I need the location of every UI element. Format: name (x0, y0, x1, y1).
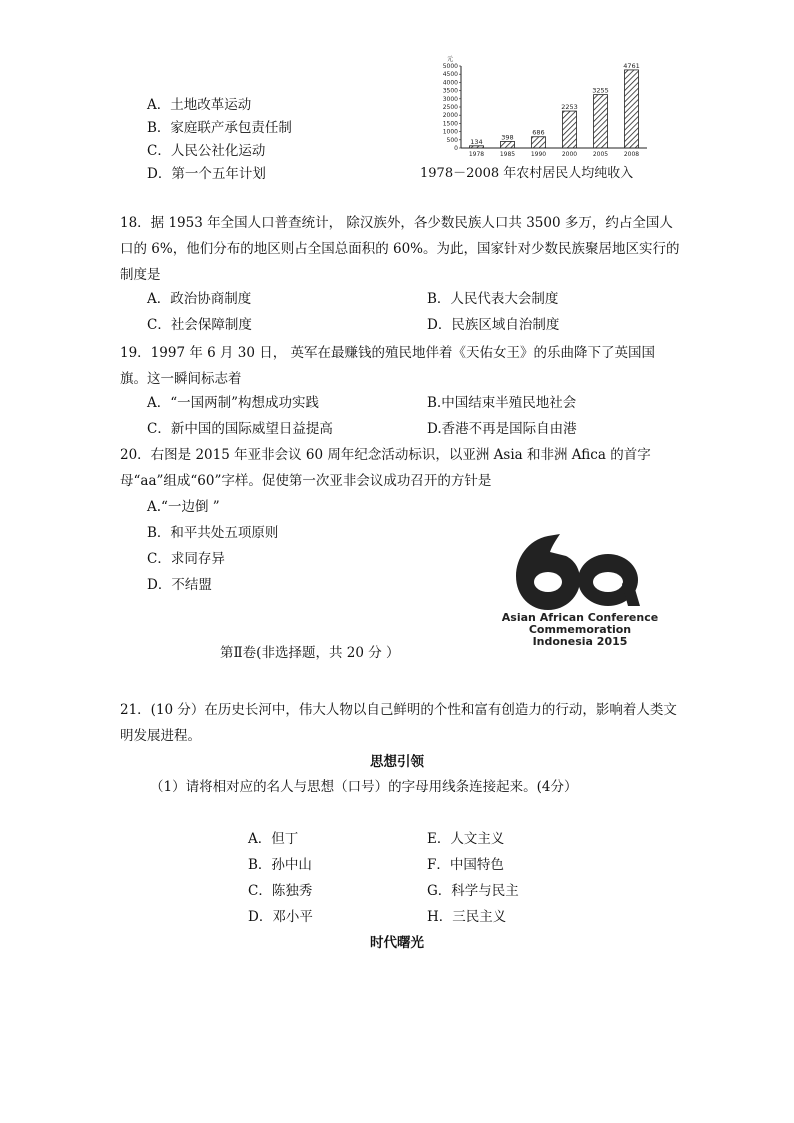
x-tick-label: 2008 (623, 151, 640, 158)
q17-option-b: B．家庭联产承包责任制 (147, 120, 292, 136)
q18-option-c: C．社会保障制度 (147, 317, 252, 333)
q19-option-b: B.中国结束半殖民地社会 (427, 395, 577, 411)
y-tick-label: 0 (454, 145, 458, 152)
q21-sub1: （1）请将相对应的名人与思想（口号）的字母用线条连接起来。(4分） (150, 779, 578, 795)
q18-stem: 18．据 1953 年全国人口普查统计， 除汉族外，各少数民族人口共 3500 多万，约占全国人口的 6%，他们分布的地区则占全国总面积的 60%。为此，国家针对少数民族聚居地区实行的制度是 (120, 215, 680, 283)
bar-value-label: 4761 (623, 61, 640, 70)
y-tick-label: 4000 (442, 79, 458, 87)
bar-value-label: 686 (532, 128, 545, 137)
y-tick-label: 500 (446, 136, 458, 144)
y-tick-label: 2000 (442, 112, 458, 120)
q19-option-a: A．“一国两制”构想成功实践 (147, 395, 320, 411)
y-tick-label: 2500 (442, 104, 458, 111)
q21-right-g: G．科学与民主 (427, 883, 519, 899)
x-tick-label: 1978 (468, 151, 485, 158)
logo-line-2: Commemoration (528, 623, 632, 636)
bar-2005 (594, 95, 608, 148)
q21-stem: 21．(10 分）在历史长河中，伟大人物以自己鲜明的个性和富有创造力的行动，影响着人类文明发展进程。 (120, 702, 677, 744)
y-tick-label: 3500 (442, 87, 458, 95)
bar-value-label: 3255 (592, 86, 609, 95)
q20-option-c: C．求同存异 (147, 551, 225, 567)
q21-right-h: H．三民主义 (427, 909, 507, 925)
section-title-era: 时代曙光 (370, 935, 424, 951)
y-tick-label: 3000 (442, 95, 458, 103)
bar-2000 (563, 111, 577, 148)
section-title-thought: 思想引领 (370, 754, 424, 770)
q18-option-d: D．民族区域自治制度 (427, 317, 560, 333)
bar-value-label: 2253 (561, 103, 578, 112)
bar-value-label: 134 (470, 137, 483, 146)
q21-right-f: F．中国特色 (427, 857, 504, 873)
logo-line-3: Indonesia 2015 (532, 635, 628, 648)
chart-caption: 1978－2008 年农村居民人均纯收入 (420, 166, 634, 181)
x-tick-label: 1990 (530, 151, 547, 158)
q20-stem: 20．右图是 2015 年亚非会议 60 周年纪念活动标识，以亚洲 Asia 和非洲 Afica 的首字母“aa”组成“60”字样。促使第一次亚非会议成功召开的方针是 (120, 447, 651, 489)
bar-1985 (501, 141, 515, 148)
q17-option-c: C．人民公社化运动 (147, 143, 266, 159)
q18-option-b: B．人民代表大会制度 (427, 291, 559, 307)
y-tick-label: 4500 (442, 71, 458, 79)
q19-stem: 19．1997 年 6 月 30 日， 英军在最赚钱的殖民地伴着《天佑女王》的乐曲降下了英国国旗。这一瞬间标志着 (120, 345, 656, 387)
bar-value-label: 398 (501, 133, 514, 142)
y-tick-label: 1500 (442, 120, 458, 128)
y-tick-label: 1000 (442, 128, 458, 136)
asian-african-conference-logo (490, 522, 670, 652)
q20-option-d: D．不结盟 (147, 577, 212, 593)
y-tick-label: 5000 (442, 63, 458, 70)
q18-option-a: A．政治协商制度 (147, 291, 252, 307)
chart-y-unit: 元 (447, 56, 454, 63)
logo-line-1: Asian African Conference (501, 611, 659, 624)
x-tick-label: 2005 (592, 151, 609, 158)
q21-right-e: E．人文主义 (427, 831, 505, 847)
income-bar-chart (425, 52, 665, 162)
q19-option-c: C．新中国的国际威望日益提高 (147, 421, 333, 437)
q17-option-a: A．土地改革运动 (147, 97, 252, 113)
q21-left-a: A．但丁 (248, 831, 299, 847)
q19-option-d: D.香港不再是国际自由港 (427, 421, 577, 437)
bar-2008 (625, 70, 639, 148)
q20-option-b: B．和平共处五项原则 (147, 525, 279, 541)
q21-left-b: B．孙中山 (248, 857, 312, 873)
q17-option-d: D．第一个五年计划 (147, 166, 266, 182)
x-tick-label: 2000 (561, 151, 578, 158)
q20-option-a: A.“一边倒 ” (147, 499, 220, 515)
part2-title: 第Ⅱ卷(非选择题，共 20 分 ） (220, 645, 400, 661)
x-tick-label: 1985 (499, 151, 516, 158)
q21-left-d: D．邓小平 (248, 909, 313, 925)
bar-1990 (532, 137, 546, 148)
q21-left-c: C．陈独秀 (248, 883, 313, 899)
